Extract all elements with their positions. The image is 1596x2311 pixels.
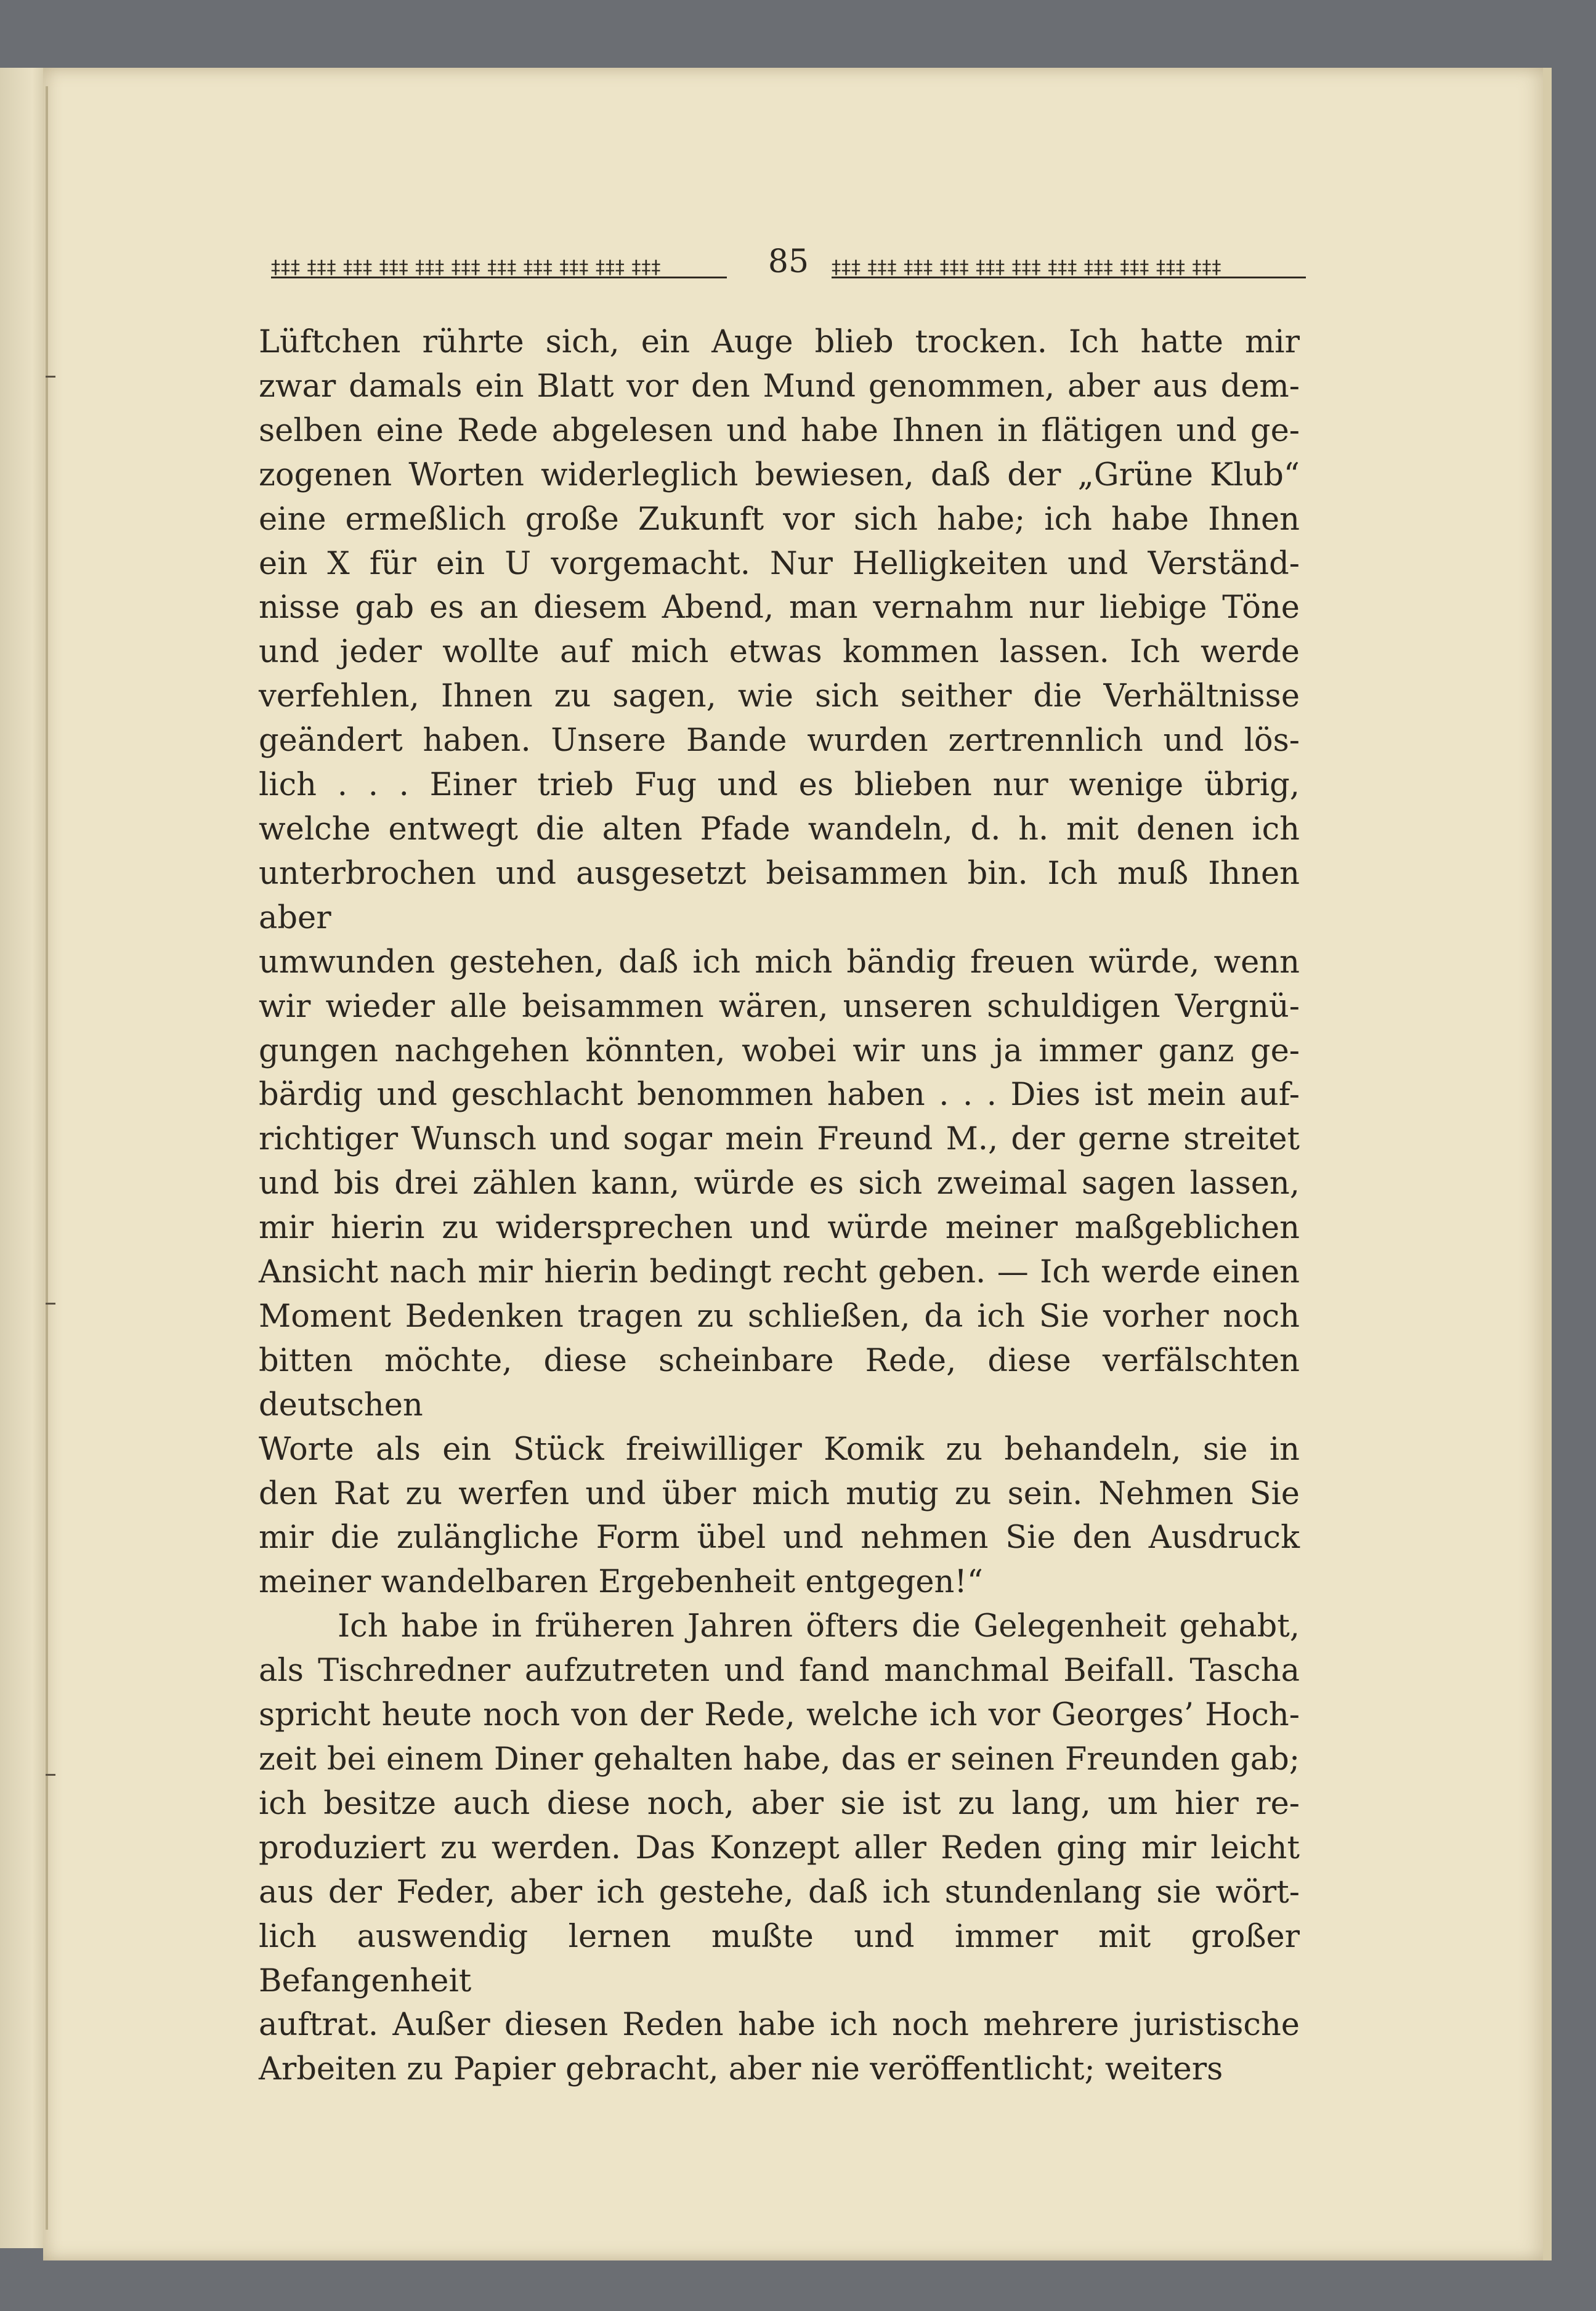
text-line: aus der Feder, aber ich gestehe, daß ich stundenlang sie wört- xyxy=(259,1874,1300,1911)
text-line: Lüftchen rührte sich, ein Auge blieb trocken. Ich hatte mir xyxy=(259,324,1300,360)
text-line: selben eine Rede abgelesen und habe Ihnen in flätigen und ge- xyxy=(259,412,1300,449)
text-line: unterbrochen und ausgesetzt beisammen bin. Ich muß Ihnen aber xyxy=(259,855,1300,936)
running-header xyxy=(271,243,1306,286)
text-line: eine ermeßlich große Zukunft vor sich habe; ich habe Ihnen xyxy=(259,501,1300,538)
page-right-edge xyxy=(1543,68,1552,2260)
text-line: verfehlen, Ihnen zu sagen, wie sich seither die Verhältnisse xyxy=(259,678,1300,715)
text-line: meiner wandelbaren Ergebenheit entgegen!“ xyxy=(259,1564,983,1601)
text-line: Worte als ein Stück freiwilliger Komik zu behandeln, sie in xyxy=(259,1431,1300,1468)
text-line: bitten möchte, diese scheinbare Rede, diese verfälschten deutschen xyxy=(259,1342,1300,1423)
margin-mark xyxy=(46,376,55,378)
header-ornament-left: ‡‡‡ ‡‡‡ ‡‡‡ ‡‡‡ ‡‡‡ ‡‡‡ ‡‡‡ ‡‡‡ ‡‡‡ ‡‡‡ ‡‡‡ xyxy=(271,257,662,275)
text-line: und bis drei zählen kann, würde es sich zweimal sagen lassen, xyxy=(259,1165,1300,1202)
text-line: zeit bei einem Diner gehalten habe, das er seinen Freunden gab; xyxy=(259,1741,1300,1778)
body-text xyxy=(259,320,1300,2092)
text-line: als Tischredner aufzutreten und fand manchmal Beifall. Tascha xyxy=(259,1653,1300,1690)
text-line: bärdig und geschlacht benommen haben . . . Dies ist mein auf- xyxy=(259,1077,1300,1114)
text-line: zogenen Worten widerleglich bewiesen, daß der „Grüne Klub“ xyxy=(259,456,1300,493)
text-line: ein X für ein U vorgemacht. Nur Helligkeiten und Verständ- xyxy=(259,545,1300,582)
text-line: produziert zu werden. Das Konzept aller Reden ging mir leicht xyxy=(259,1829,1300,1866)
text-line: Ich habe in früheren Jahren öfters die Gelegenheit gehabt, xyxy=(338,1608,1300,1645)
text-line: Arbeiten zu Papier gebracht, aber nie veröffentlicht; weiters xyxy=(259,2051,1223,2088)
text-line: mir die zulängliche Form übel und nehmen Sie den Ausdruck xyxy=(259,1520,1300,1556)
header-ornament-right: ‡‡‡ ‡‡‡ ‡‡‡ ‡‡‡ ‡‡‡ ‡‡‡ ‡‡‡ ‡‡‡ ‡‡‡ ‡‡‡ ‡‡‡ xyxy=(832,257,1222,275)
text-line: Ansicht nach mir hierin bedingt recht geben. — Ich werde einen xyxy=(259,1254,1300,1291)
text-line: Moment Bedenken tragen zu schließen, da ich Sie vorher noch xyxy=(259,1298,1300,1335)
page-number: 85 xyxy=(768,243,809,280)
text-line: nisse gab es an diesem Abend, man vernahm nur liebige Töne xyxy=(259,589,1300,626)
margin-mark xyxy=(46,1303,55,1305)
text-line: lich auswendig lernen mußte und immer mit großer Befangenheit xyxy=(259,1918,1300,1999)
text-line: umwunden gestehen, daß ich mich bändig freuen würde, wenn xyxy=(259,944,1300,981)
text-line: geändert haben. Unsere Bande wurden zertrennlich und lös- xyxy=(259,722,1300,759)
page-gutter xyxy=(46,86,48,2230)
text-line: spricht heute noch von der Rede, welche ich vor Georges’ Hoch- xyxy=(259,1697,1300,1734)
text-line: gungen nachgehen könnten, wobei wir uns ja immer ganz ge- xyxy=(259,1032,1300,1069)
text-line: auftrat. Außer diesen Reden habe ich noch mehrere juristische xyxy=(259,2007,1300,2044)
text-line: wir wieder alle beisammen wären, unseren schuldigen Vergnü- xyxy=(259,988,1300,1025)
header-rule-right xyxy=(832,277,1306,278)
text-line: ich besitze auch diese noch, aber sie ist zu lang, um hier re- xyxy=(259,1785,1300,1822)
text-line: richtiger Wunsch und sogar mein Freund M., der gerne streitet xyxy=(259,1121,1300,1158)
text-line: welche entwegt die alten Pfade wandeln, d. h. mit denen ich xyxy=(259,811,1300,848)
paragraph xyxy=(259,1605,1300,2092)
paragraph xyxy=(259,320,1300,1605)
text-line: mir hierin zu widersprechen und würde meiner maßgeblichen xyxy=(259,1210,1300,1247)
margin-mark xyxy=(46,1774,55,1776)
text-line: lich . . . Einer trieb Fug und es blieben nur wenige übrig, xyxy=(259,767,1300,804)
text-line: den Rat zu werfen und über mich mutig zu sein. Nehmen Sie xyxy=(259,1475,1300,1512)
text-line: zwar damals ein Blatt vor den Mund genommen, aber aus dem- xyxy=(259,368,1300,405)
text-line: und jeder wollte auf mich etwas kommen lassen. Ich werde xyxy=(259,634,1300,671)
